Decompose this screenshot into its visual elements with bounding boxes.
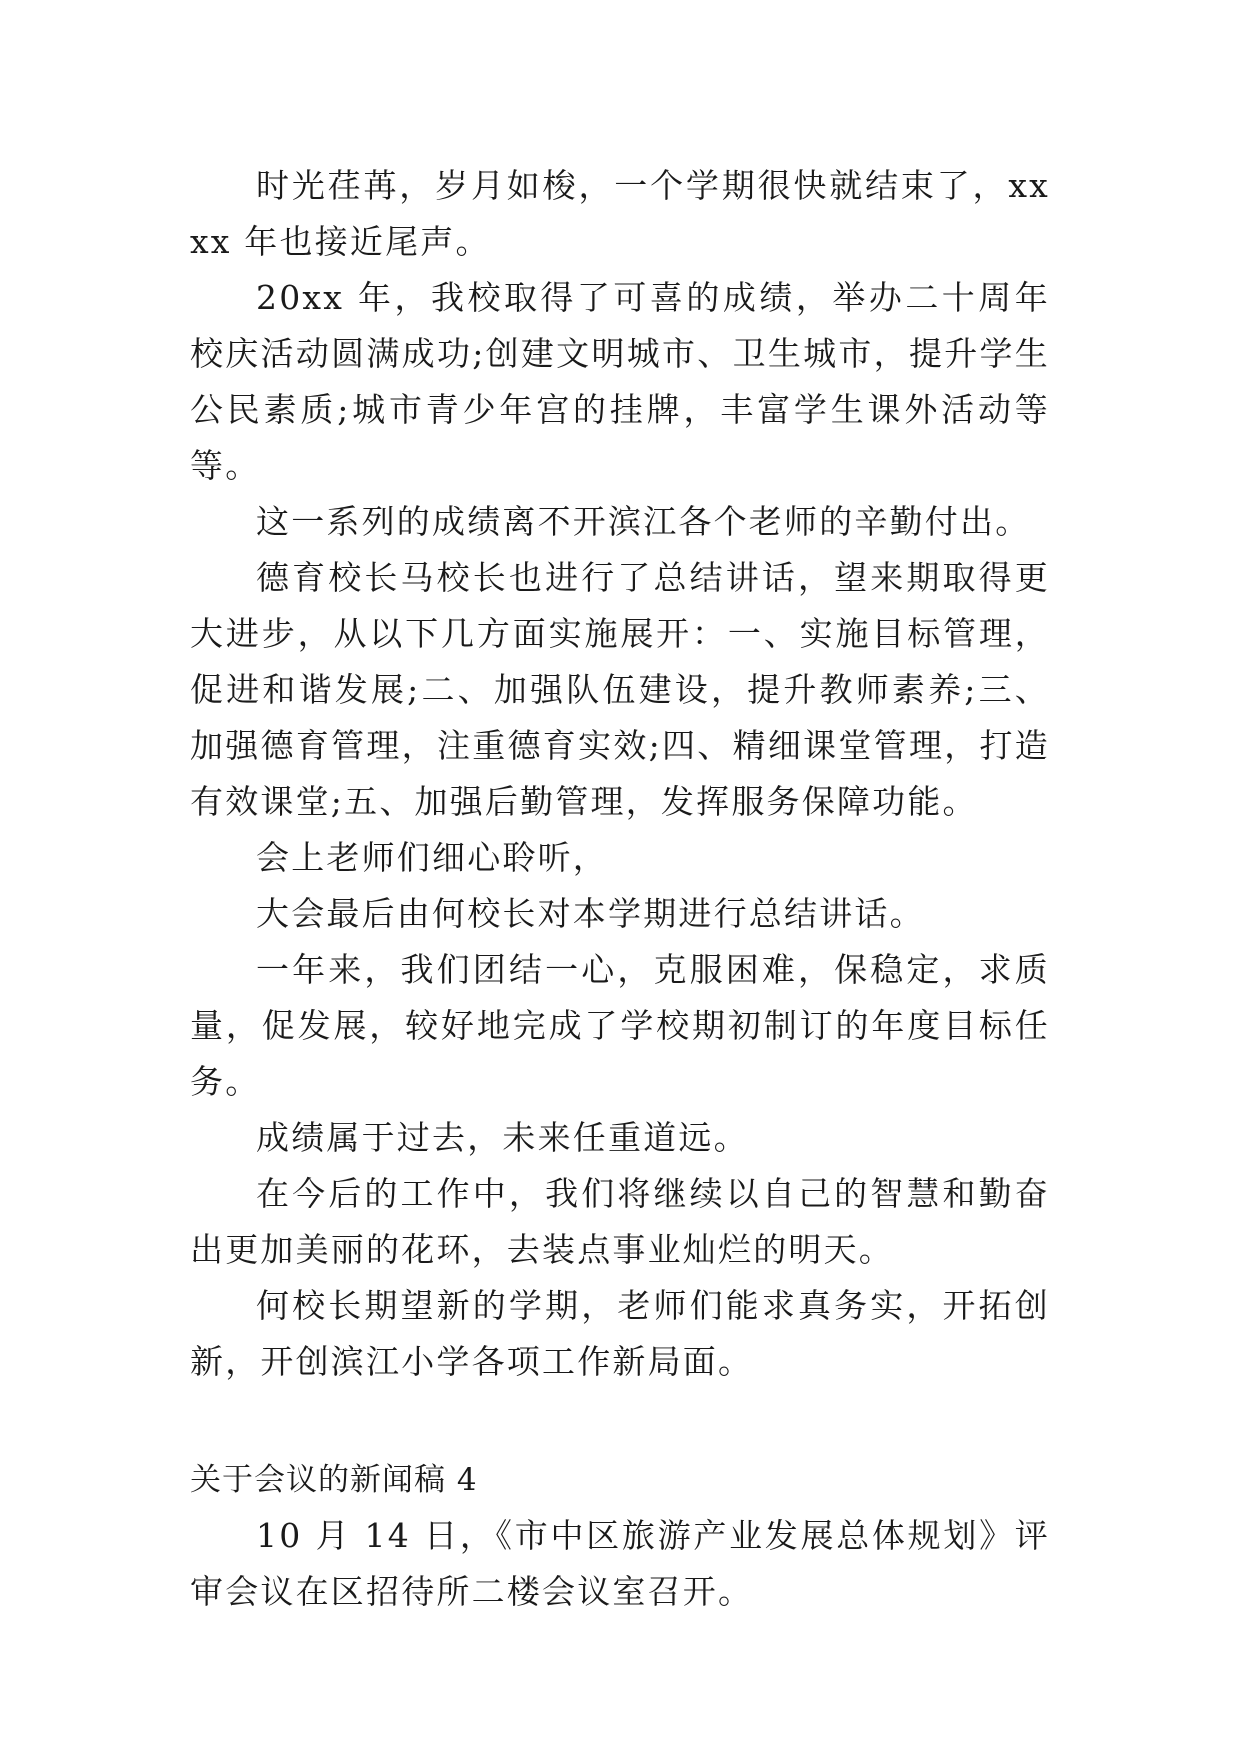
paragraph: 德育校长马校长也进行了总结讲话，望来期取得更大进步，从以下几方面实施展开：一、实施目标管理，促进和谐发展;二、加强队伍建设，提升教师素养;三、加强德育管理，注重德育实效;四、精细课堂管理，打造有效课堂;五、加强后勤管理，发挥服务保障功能。 [190,558,1050,821]
paragraph: 大会最后由何校长对本学期进行总结讲话。 [256,894,925,933]
paragraph: 何校长期望新的学期，老师们能求真务实，开拓创新，开创滨江小学各项工作新局面。 [190,1286,1050,1381]
paragraph: 这一系列的成绩离不开滨江各个老师的辛勤付出。 [256,502,1031,541]
paragraph: 成绩属于过去，未来任重道远。 [256,1118,749,1157]
paragraph: 10 月 14 日，《市中区旅游产业发展总体规划》评审会议在区招待所二楼会议室召开。 [190,1516,1050,1611]
paragraph: 在今后的工作中，我们将继续以自己的智慧和勤奋出更加美丽的花环，去装点事业灿烂的明天。 [190,1174,1050,1269]
paragraph: 时光荏苒，岁月如梭，一个学期很快就结束了，xxxx 年也接近尾声。 [190,166,1050,261]
section-heading: 关于会议的新闻稿 4 [190,1462,478,1498]
document-body [190,158,1050,1620]
paragraph: 会上老师们细心聆听， [256,838,608,877]
paragraph: 20xx 年，我校取得了可喜的成绩，举办二十周年校庆活动圆满成功;创建文明城市、卫生城市，提升学生公民素质;城市青少年宫的挂牌，丰富学生课外活动等等。 [190,278,1050,485]
paragraph: 一年来，我们团结一心，克服困难，保稳定，求质量，促发展，较好地完成了学校期初制订的年度目标任务。 [190,950,1050,1101]
